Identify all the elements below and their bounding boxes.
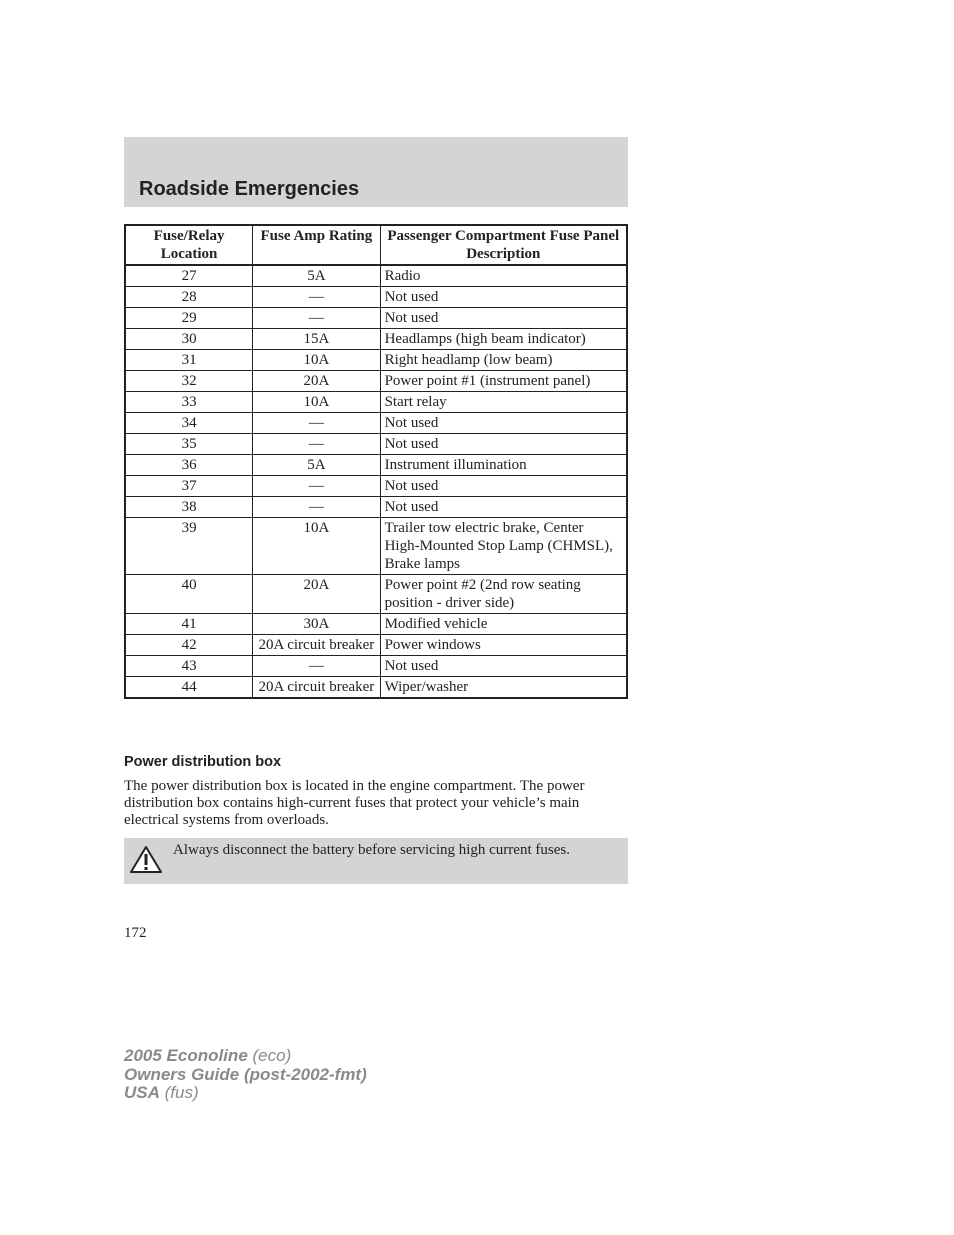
cell-rating: — <box>253 413 380 434</box>
cell-location: 28 <box>125 287 253 308</box>
column-header-location: Fuse/Relay Location <box>125 225 253 265</box>
footer-model: 2005 Econoline <box>124 1046 248 1065</box>
document-footer <box>124 1047 367 1103</box>
cell-location: 37 <box>125 476 253 497</box>
footer-model-code: (eco) <box>252 1046 292 1065</box>
cell-location: 41 <box>125 614 253 635</box>
cell-rating: 20A <box>253 575 380 614</box>
cell-description: Power point #1 (instrument panel) <box>380 371 627 392</box>
cell-description: Not used <box>380 287 627 308</box>
cell-location: 31 <box>125 350 253 371</box>
column-header-rating: Fuse Amp Rating <box>253 225 380 265</box>
cell-rating: 15A <box>253 329 380 350</box>
cell-location: 43 <box>125 656 253 677</box>
cell-description: Trailer tow electric brake, Center High-Mounted Stop Lamp (CHMSL), Brake lamps <box>380 518 627 575</box>
cell-rating: 5A <box>253 455 380 476</box>
table-row <box>125 497 627 518</box>
cell-rating: 10A <box>253 518 380 575</box>
table-row <box>125 677 627 699</box>
cell-location: 29 <box>125 308 253 329</box>
table-row <box>125 635 627 656</box>
cell-location: 40 <box>125 575 253 614</box>
cell-description: Start relay <box>380 392 627 413</box>
table-row <box>125 656 627 677</box>
table-row <box>125 614 627 635</box>
cell-location: 42 <box>125 635 253 656</box>
power-distribution-paragraph: The power distribution box is located in the engine compartment. The power distribution box contains high-current fuses that protect your vehicle’s main electrical systems from overloads. <box>124 778 585 828</box>
table-row <box>125 575 627 614</box>
warning-box <box>124 838 628 884</box>
cell-location: 36 <box>125 455 253 476</box>
cell-rating: 5A <box>253 265 380 287</box>
table-row <box>125 413 627 434</box>
table-row <box>125 371 627 392</box>
cell-location: 35 <box>125 434 253 455</box>
cell-description: Instrument illumination <box>380 455 627 476</box>
cell-location: 38 <box>125 497 253 518</box>
fuse-table <box>124 224 628 699</box>
table-row <box>125 308 627 329</box>
cell-rating: 10A <box>253 392 380 413</box>
cell-description: Power point #2 (2nd row seating position - driver side) <box>380 575 627 614</box>
table-row <box>125 518 627 575</box>
cell-rating: 20A circuit breaker <box>253 677 380 699</box>
cell-location: 30 <box>125 329 253 350</box>
cell-description: Not used <box>380 434 627 455</box>
cell-location: 32 <box>125 371 253 392</box>
footer-market: USA <box>124 1083 160 1102</box>
table-row <box>125 287 627 308</box>
cell-rating: — <box>253 434 380 455</box>
cell-location: 44 <box>125 677 253 699</box>
table-row <box>125 350 627 371</box>
table-row <box>125 434 627 455</box>
cell-location: 27 <box>125 265 253 287</box>
footer-guide: Owners Guide (post-2002-fmt) <box>124 1064 367 1084</box>
cell-rating: 20A <box>253 371 380 392</box>
table-row <box>125 329 627 350</box>
cell-description: Not used <box>380 497 627 518</box>
cell-description: Radio <box>380 265 627 287</box>
cell-description: Wiper/washer <box>380 677 627 699</box>
table-row <box>125 392 627 413</box>
table-row <box>125 265 627 287</box>
cell-rating: — <box>253 308 380 329</box>
cell-rating: — <box>253 497 380 518</box>
cell-description: Power windows <box>380 635 627 656</box>
table-header-row <box>125 225 627 265</box>
cell-location: 33 <box>125 392 253 413</box>
power-distribution-heading: Power distribution box <box>124 754 282 770</box>
footer-market-code: (fus) <box>164 1083 199 1102</box>
warning-text: Always disconnect the battery before servicing high current fuses. <box>173 842 570 858</box>
cell-rating: — <box>253 476 380 497</box>
cell-rating: — <box>253 656 380 677</box>
cell-location: 39 <box>125 518 253 575</box>
cell-description: Not used <box>380 308 627 329</box>
warning-triangle-icon <box>129 845 163 875</box>
cell-description: Right headlamp (low beam) <box>380 350 627 371</box>
cell-location: 34 <box>125 413 253 434</box>
cell-description: Not used <box>380 413 627 434</box>
cell-rating: 10A <box>253 350 380 371</box>
section-title: Roadside Emergencies <box>139 178 360 200</box>
cell-description: Not used <box>380 476 627 497</box>
page-number: 172 <box>124 925 147 941</box>
cell-description: Modified vehicle <box>380 614 627 635</box>
cell-description: Not used <box>380 656 627 677</box>
table-row <box>125 455 627 476</box>
cell-rating: 30A <box>253 614 380 635</box>
cell-description: Headlamps (high beam indicator) <box>380 329 627 350</box>
cell-rating: — <box>253 287 380 308</box>
cell-rating: 20A circuit breaker <box>253 635 380 656</box>
column-header-description: Passenger Compartment Fuse Panel Description <box>380 225 627 265</box>
table-row <box>125 476 627 497</box>
section-header-band <box>124 137 628 207</box>
